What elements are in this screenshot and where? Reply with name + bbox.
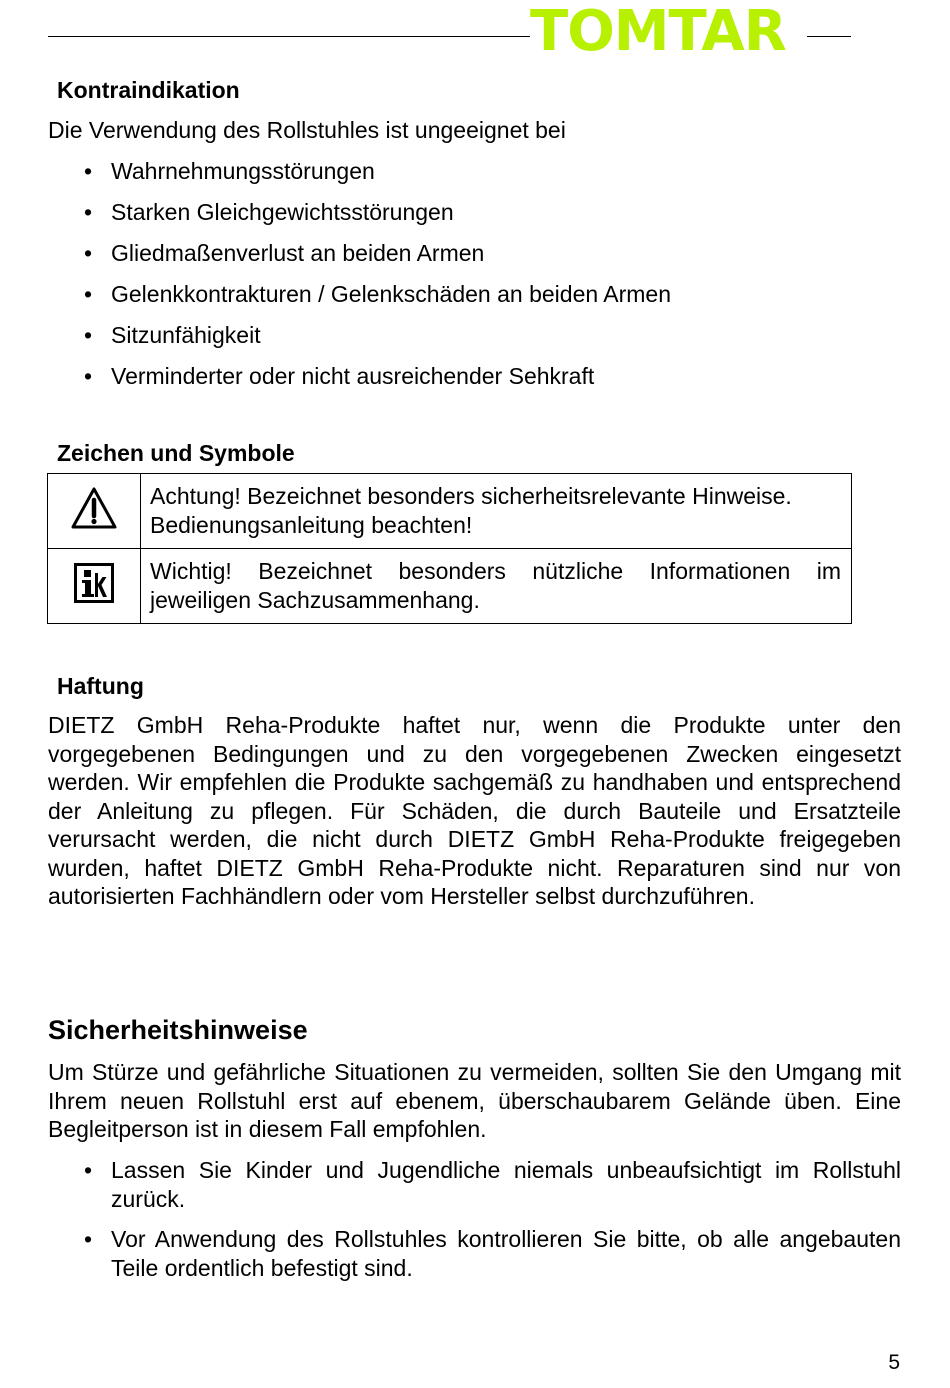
bullet-icon: •: [84, 199, 93, 225]
header-rule-right: [807, 36, 851, 37]
header-rule-left: [48, 36, 530, 37]
contraindication-list: [48, 157, 901, 403]
list-item: • Verminderter oder nicht ausreichender Sehkraft: [84, 363, 595, 389]
list-item: • Lassen Sie Kinder und Jugendliche niemals unbeaufsichtigt im Rollstuhl zurück.: [84, 1157, 901, 1212]
bullet-icon: •: [84, 1157, 93, 1183]
bullet-icon: •: [84, 158, 93, 184]
bullet-icon: •: [84, 240, 93, 266]
table-row: [48, 549, 852, 624]
contraindication-intro: Die Verwendung des Rollstuhles ist ungeeignet bei: [48, 117, 566, 143]
liability-heading: Haftung: [57, 673, 144, 699]
page-number: 5: [888, 1351, 900, 1374]
warning-triangle-icon: [48, 474, 141, 549]
contraindication-heading: Kontraindikation: [57, 77, 240, 103]
symbol-description: Wichtig! Bezeichnet besonders nützliche Informationen im jeweiligen Sachzusammenhang.: [141, 549, 852, 624]
list-item: • Sitzunfähigkeit: [84, 322, 261, 348]
list-item: • Gelenkkontrakturen / Gelenkschäden an beiden Armen: [84, 281, 672, 307]
table-row: [48, 474, 852, 549]
list-item: • Wahrnehmungsstörungen: [84, 158, 375, 184]
symbols-table: [47, 473, 852, 624]
bullet-icon: •: [84, 1226, 93, 1252]
safety-list: [48, 1156, 901, 1294]
list-item: • Starken Gleichgewichtsstörungen: [84, 199, 454, 225]
bullet-icon: •: [84, 322, 93, 348]
safety-heading: Sicherheitshinweise: [48, 1015, 308, 1045]
symbol-description: Achtung! Bezeichnet besonders sicherheitsrelevante Hinweise. Bedienungsanleitung beachten!: [141, 474, 852, 549]
info-icon: [48, 549, 141, 624]
bullet-icon: •: [84, 281, 93, 307]
symbols-heading: Zeichen und Symbole: [57, 440, 295, 466]
list-item: • Gliedmaßenverlust an beiden Armen: [84, 240, 485, 266]
list-item: • Vor Anwendung des Rollstuhles kontrollieren Sie bitte, ob alle angebauten Teile ordentlich befestigt sind.: [84, 1226, 901, 1281]
brand-logo: TOMTAR: [530, 0, 786, 64]
bullet-icon: •: [84, 363, 93, 389]
safety-intro: Um Stürze und gefährliche Situationen zu vermeiden, sollten Sie den Umgang mit Ihrem neuen Rollstuhl erst auf ebenem, überschaubarem Gelände üben. Eine Begleitperson ist in diesem Fall empfohlen.: [48, 1059, 901, 1142]
liability-text: DIETZ GmbH Reha-Produkte haftet nur, wenn die Produkte unter den vorgegebenen Bedingungen und zu den vorgegebenen Zwecken eingesetzt werden. Wir empfehlen die Produkte sachgemäß zu handhaben und entsprechend der Anleitung zu pflegen. Für Schäden, die durch Bauteile und Ersatzteile verursacht werden, die nicht durch DIETZ GmbH Reha-Produkte freigegeben wurden, haftet DIETZ GmbH Reha-Produkte nicht. Reparaturen sind nur von autorisierten Fachhändlern oder vom Hersteller selbst durchzuführen.: [48, 712, 901, 909]
